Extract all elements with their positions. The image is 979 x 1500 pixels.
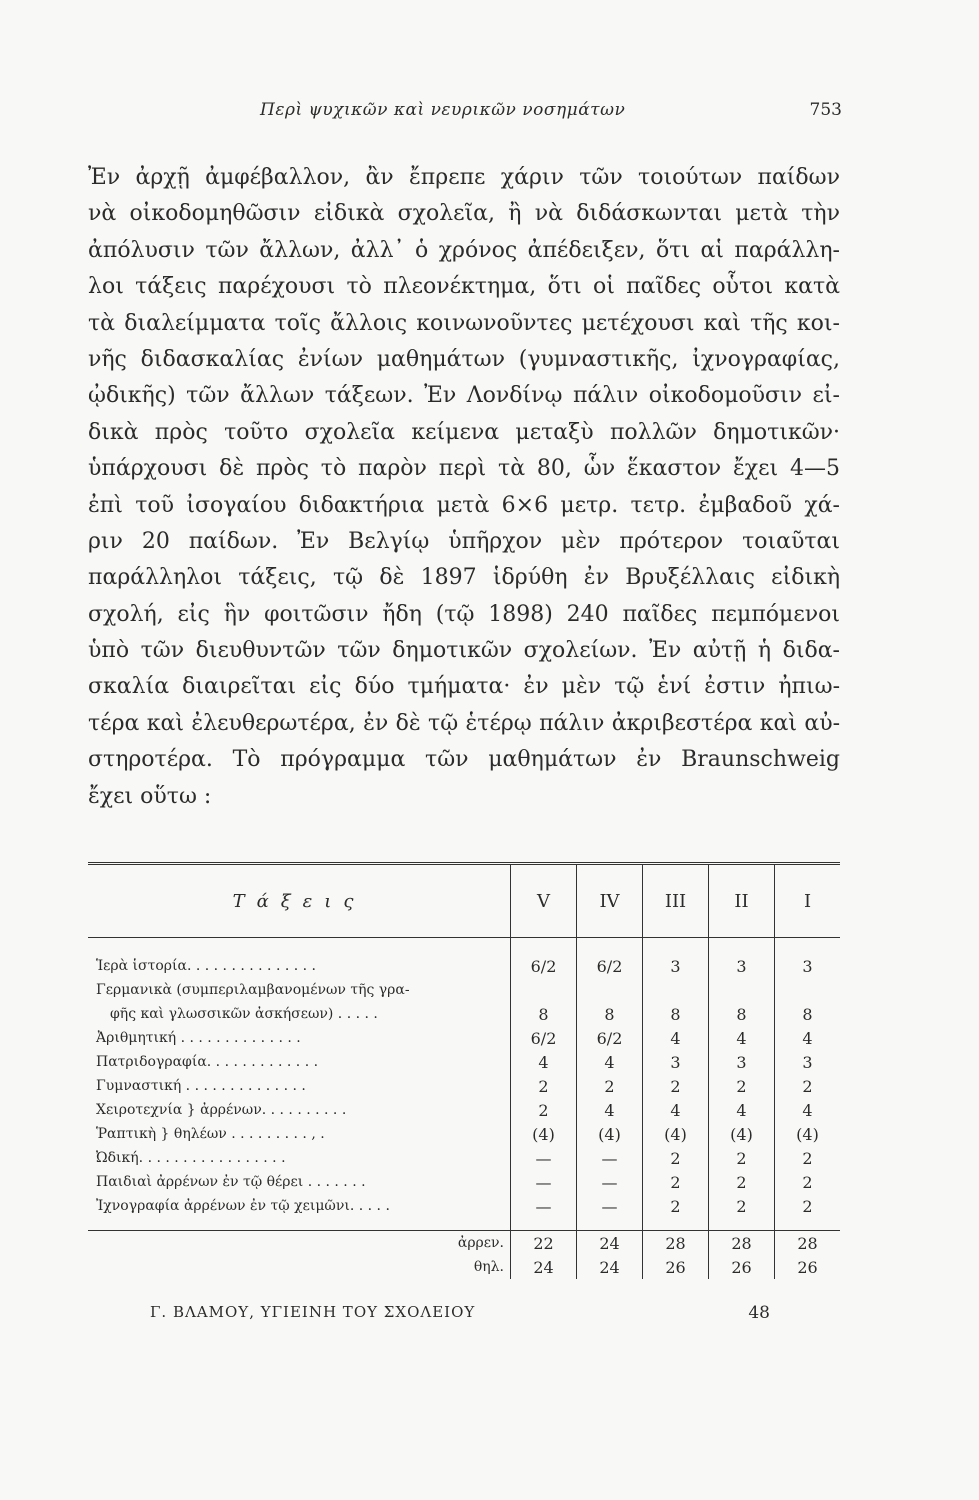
subject-cell: Γυμναστική . . . . . . . . . . . . . .	[96, 1078, 306, 1094]
running-header	[90, 100, 850, 130]
text-line: ὑπάρχουσι δὲ πρὸς τὸ παρὸν περὶ τὰ 80, ὧν ἕκαστον ἔχει 4—5	[88, 456, 840, 482]
hours-cell: 6/2	[577, 1026, 643, 1050]
text-line: τέρα καὶ ἐλευθερωτέρα, ἐν δὲ τῷ ἑτέρῳ πάλιν ἀκριβεστέρα καὶ αὐ-	[88, 710, 840, 736]
hours-cell	[577, 978, 643, 1002]
column-header: V	[511, 864, 577, 938]
text-line: ἀπόλυσιν τῶν ἄλλων, ἀλλ᾽ ὁ χρόνος ἀπέδειξεν, ὅτι αἱ παράλλη-	[88, 237, 840, 263]
hours-cell: 3	[709, 1050, 775, 1074]
total-cell: 28	[709, 1231, 775, 1256]
hours-cell: 4	[643, 1026, 709, 1050]
hours-cell	[643, 978, 709, 1002]
hours-cell: 2	[775, 1074, 841, 1098]
hours-cell: 8	[511, 1002, 577, 1026]
text-line: ἔχει οὕτω :	[88, 783, 212, 809]
hours-cell: (4)	[511, 1122, 577, 1146]
hours-cell: 2	[511, 1098, 577, 1122]
text-line: σκαλία διαιρεῖται εἰς δύο τμήματα· ἐν μὲν τῷ ἑνί ἐστιν ἠπιω-	[88, 674, 840, 700]
hours-cell: 2	[643, 1074, 709, 1098]
column-header-subject: Τάξεις	[88, 864, 511, 938]
hours-cell: 4	[775, 1098, 841, 1122]
table-row	[88, 1170, 840, 1194]
text-line: νῆς διδασκαλίας ἐνίων μαθημάτων (γυμναστικῆς, ἰχνογραφίας,	[88, 346, 840, 372]
totals-row-girls	[88, 1255, 840, 1279]
hours-cell: 2	[709, 1170, 775, 1194]
hours-cell: 6/2	[511, 954, 577, 978]
hours-cell: (4)	[577, 1122, 643, 1146]
column-header: II	[709, 864, 775, 938]
page-number: 753	[809, 100, 842, 120]
hours-cell: 4	[709, 1098, 775, 1122]
table-row	[88, 1074, 840, 1098]
hours-cell: —	[511, 1194, 577, 1218]
text-line: παράλληλοι τάξεις, τῷ δὲ 1897 ἱδρύθη ἐν Βρυξέλλαις εἰδικὴ	[88, 565, 840, 591]
hours-cell: 4	[577, 1050, 643, 1074]
hours-cell	[511, 978, 577, 1002]
text-line: νὰ οἰκοδομηθῶσιν εἰδικὰ σχολεῖα, ἢ νὰ διδάσκωνται μετὰ τὴν	[88, 201, 840, 227]
text-line: τὰ διαλείμματα τοῖς ἄλλοις κοινωνοῦντες μετέχουσι καὶ τῆς κοι-	[88, 310, 840, 336]
table-row	[88, 1122, 840, 1146]
hours-cell	[709, 978, 775, 1002]
table-row	[88, 1146, 840, 1170]
text-line: δικὰ πρὸς τοῦτο σχολεῖα κείμενα μεταξὺ πολλῶν δημοτικῶν·	[88, 419, 840, 445]
hours-cell: 4	[643, 1098, 709, 1122]
table-row	[88, 1194, 840, 1218]
text-line: στηροτέρα. Τὸ πρόγραμμα τῶν μαθημάτων ἐν Braunschweig	[88, 747, 840, 773]
total-cell: 22	[511, 1231, 577, 1256]
hours-cell: —	[577, 1146, 643, 1170]
total-cell: 26	[643, 1255, 709, 1279]
hours-cell: 3	[709, 954, 775, 978]
subject-cell: Πατριδογραφία. . . . . . . . . . . . .	[96, 1054, 319, 1070]
printer-signature: Γ. ΒΛΑΜΟΥ, ΥΓΙΕΙΝΗ ΤΟΥ ΣΧΟΛΕΙΟΥ	[150, 1303, 476, 1321]
hours-cell: 2	[643, 1170, 709, 1194]
hours-cell: 8	[643, 1002, 709, 1026]
total-cell: 24	[511, 1255, 577, 1279]
hours-cell: 2	[577, 1074, 643, 1098]
text-line: Ἐν ἀρχῇ ἀμφέβαλλον, ἂν ἔπρεπε χάριν τῶν τοιούτων παίδων	[88, 165, 840, 190]
hours-cell: 2	[511, 1074, 577, 1098]
hours-cell: 3	[643, 1050, 709, 1074]
hours-cell: 4	[577, 1098, 643, 1122]
hours-cell: 3	[775, 954, 841, 978]
text-line: ἐπὶ τοῦ ἰσογαίου διδακτήρια μετὰ 6×6 μετρ. τετρ. ἐμβαδοῦ χά-	[88, 492, 840, 518]
hours-cell: 4	[511, 1050, 577, 1074]
hours-cell	[775, 978, 841, 1002]
totals-label: ἀρρεν.	[88, 1231, 511, 1256]
hours-cell: (4)	[775, 1122, 841, 1146]
total-cell: 28	[643, 1231, 709, 1256]
running-title: Περὶ ψυχικῶν καὶ νευρικῶν νοσημάτων	[260, 100, 626, 120]
text-line: ριν 20 παίδων. Ἐν Βελγίῳ ὑπῆρχον μὲν πρότερον τοιαῦται	[88, 528, 840, 554]
column-header: III	[643, 864, 709, 938]
table-row	[88, 954, 840, 978]
hours-cell: 2	[775, 1170, 841, 1194]
table-row	[88, 1098, 840, 1122]
hours-cell: 2	[643, 1194, 709, 1218]
curriculum-table	[88, 862, 840, 1279]
hours-cell: (4)	[709, 1122, 775, 1146]
hours-cell: 4	[709, 1026, 775, 1050]
body-paragraph	[88, 160, 840, 815]
total-cell: 26	[709, 1255, 775, 1279]
total-cell: 24	[577, 1255, 643, 1279]
text-line: λοι τάξεις παρέχουσι τὸ πλεονέκτημα, ὅτι οἱ παῖδες οὗτοι κατὰ	[88, 274, 840, 300]
text-line: ὑπὸ τῶν διευθυντῶν τῶν δημοτικῶν σχολείων. Ἐν αὐτῇ ἡ διδα-	[88, 638, 840, 664]
hours-cell: —	[511, 1146, 577, 1170]
hours-cell: 4	[775, 1026, 841, 1050]
page-footer	[150, 1303, 770, 1327]
table-header-row	[88, 864, 840, 938]
hours-cell: 2	[709, 1146, 775, 1170]
total-cell: 24	[577, 1231, 643, 1256]
hours-cell: 2	[643, 1146, 709, 1170]
subject-cell: Ῥαπτικὴ } θηλέων . . . . . . . . . , .	[96, 1126, 325, 1142]
subject-cell: Γερμανικὰ (συμπεριλαμβανομένων τῆς γρα-	[96, 982, 410, 998]
hours-cell: —	[577, 1194, 643, 1218]
hours-cell: 2	[775, 1146, 841, 1170]
hours-cell: —	[577, 1170, 643, 1194]
hours-cell: 3	[643, 954, 709, 978]
hours-cell: 8	[775, 1002, 841, 1026]
sheet-number: 48	[748, 1303, 770, 1323]
hours-cell: 6/2	[511, 1026, 577, 1050]
subject-cell: Παιδιαὶ ἀρρένων ἐν τῷ θέρει . . . . . . .	[96, 1174, 366, 1190]
subject-cell: Χειροτεχνία } ἀρρένων. . . . . . . . . .	[96, 1102, 347, 1118]
text-line: ᾠδικῆς) τῶν ἄλλων τάξεων. Ἐν Λονδίνῳ πάλιν οἰκοδομοῦσιν εἰ-	[88, 383, 840, 409]
total-cell: 28	[775, 1231, 841, 1256]
text-line: σχολή, εἰς ἣν φοιτῶσιν ἤδη (τῷ 1898) 240 παῖδες πεμπόμενοι	[88, 601, 840, 627]
table-row	[88, 978, 840, 1002]
subject-cell: Ὠδική. . . . . . . . . . . . . . . . .	[96, 1150, 286, 1166]
subject-cell: φῆς καὶ γλωσσικῶν ἀσκήσεων) . . . . .	[110, 1006, 378, 1022]
table-row	[88, 1026, 840, 1050]
hours-cell: 8	[577, 1002, 643, 1026]
column-header: I	[775, 864, 841, 938]
hours-cell: (4)	[643, 1122, 709, 1146]
hours-cell: 2	[709, 1074, 775, 1098]
total-cell: 26	[775, 1255, 841, 1279]
table-row	[88, 1002, 840, 1026]
subject-cell: Ἀριθμητική . . . . . . . . . . . . . .	[96, 1030, 301, 1046]
table-row	[88, 1050, 840, 1074]
subject-cell: Ἰχνογραφία ἀρρένων ἐν τῷ χειμῶνι. . . . .	[96, 1198, 390, 1214]
hours-cell: 2	[709, 1194, 775, 1218]
totals-row-boys	[88, 1231, 840, 1256]
hours-cell: 6/2	[577, 954, 643, 978]
hours-cell: —	[511, 1170, 577, 1194]
column-header: IV	[577, 864, 643, 938]
subject-cell: Ἱερὰ ἱστορία. . . . . . . . . . . . . . .	[96, 958, 317, 974]
hours-cell: 2	[775, 1194, 841, 1218]
hours-cell: 8	[709, 1002, 775, 1026]
totals-label: θηλ.	[473, 1259, 504, 1275]
hours-cell: 3	[775, 1050, 841, 1074]
